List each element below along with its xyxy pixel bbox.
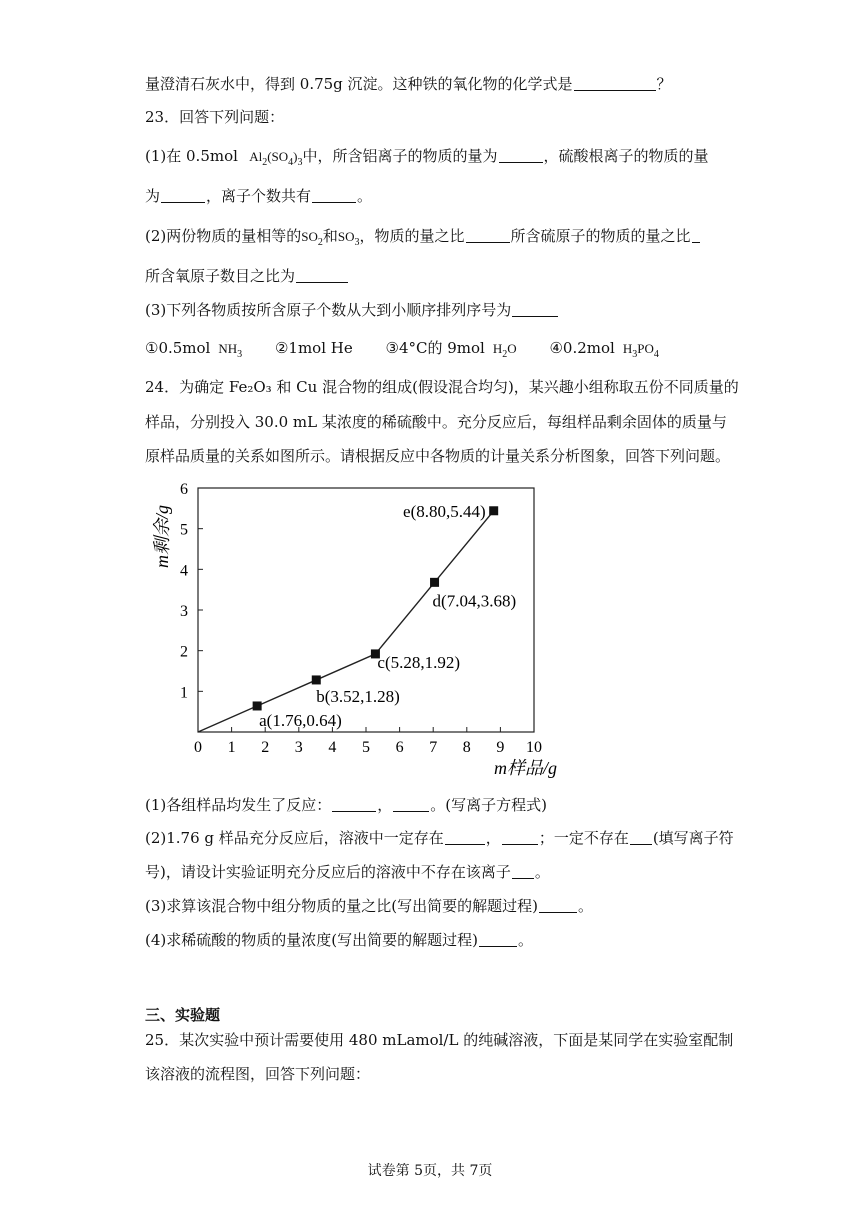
- answer-blank[interactable]: [499, 146, 543, 163]
- data-point: [253, 701, 262, 710]
- q22-end: ？: [656, 75, 672, 93]
- q24-sub3: (3)求算该混合物中组分物质的量之比(写出简要的解题过程) 。: [145, 897, 593, 915]
- answer-blank[interactable]: [445, 828, 485, 845]
- q24-line3: 原样品质量的关系如图所示。请根据反应中各物质的计量关系分析图象，回答下列问题。: [145, 447, 731, 465]
- y-tick-label: 5: [180, 521, 188, 539]
- answer-blank[interactable]: [630, 828, 652, 845]
- q25-line1: 25．某次实验中预计需要使用 480 mLamol/L 的纯碱溶液，下面是某同学在实验室配制: [145, 1031, 734, 1049]
- q23-p1b: 中，所含铝离子的物质的量为: [302, 147, 498, 165]
- y-axis-label: m剩余/g: [152, 505, 172, 568]
- x-tick-label: 9: [496, 739, 505, 756]
- q23-p2e: 所含氧原子数目之比为: [145, 267, 296, 285]
- answer-blank[interactable]: [296, 266, 348, 283]
- q23-p1f: 。: [357, 187, 373, 205]
- data-point: [489, 506, 498, 515]
- answer-blank[interactable]: [393, 795, 429, 812]
- page-footer: 试卷第 5页，共 7页: [367, 1163, 493, 1179]
- x-tick-label: 6: [395, 739, 404, 756]
- q24-line1: 24．为确定 Fe₂O₃ 和 Cu 混合物的组成(假设混合均匀)，某兴趣小组称取五份不同质量的: [145, 378, 739, 396]
- q23-part1-line1: [145, 146, 709, 173]
- y-tick-label: 3: [180, 603, 188, 620]
- q24-sub4: (4)求稀硫酸的物质的量浓度(写出简要的解题过程) 。: [145, 931, 533, 949]
- q24-sub2-line2: 号)，请设计实验证明充分反应后的溶液中不存在该离子 。: [145, 863, 550, 881]
- answer-blank[interactable]: [512, 300, 558, 317]
- q23-p2d: 所含硫原子的物质的量之比: [510, 227, 691, 245]
- y-tick-label: 6: [180, 481, 188, 498]
- q23-part2-line2: [145, 266, 349, 286]
- data-point: [312, 675, 321, 684]
- point-label: c(5.28,1.92): [377, 652, 461, 672]
- q23-part2-line1: [145, 226, 701, 253]
- point-label: a(1.76,0.64): [259, 710, 342, 730]
- answer-blank[interactable]: [312, 186, 356, 203]
- point-label: e(8.80,5.44): [403, 501, 486, 521]
- answer-blank[interactable]: [332, 795, 376, 812]
- answer-blank[interactable]: [539, 896, 577, 913]
- q23-p1a: (1)在 0.5mol: [145, 147, 238, 165]
- q23-heading: 23．回答下列问题：: [145, 108, 285, 126]
- q24-sub2-line1: (2)1.76 g 样品充分反应后，溶液中一定存在 ， ；一定不存在 (填写离子符: [145, 829, 734, 847]
- q23-part1-line2: [145, 186, 372, 206]
- x-tick-label: 4: [328, 739, 337, 756]
- answer-blank[interactable]: [479, 930, 517, 947]
- q24-line2: 样品，分别投入 30.0 mL 某浓度的稀硫酸中。充分反应后，每组样品剩余固体的质量与: [145, 413, 727, 431]
- x-tick-label: 1: [227, 739, 236, 756]
- q23-options: [145, 338, 687, 365]
- q25-line2: 该溶液的流程图，回答下列问题：: [145, 1065, 371, 1083]
- q22-text: 量澄清石灰水中，得到 0.75g 沉淀。这种铁的氧化物的化学式是: [145, 75, 573, 93]
- formula-al2so43: $Al_2(SO_4)_3$: [242, 149, 303, 168]
- x-tick-label: 0: [194, 739, 202, 756]
- answer-blank[interactable]: [502, 828, 538, 845]
- q23-p2a: (2)两份物质的量相等的: [145, 227, 302, 245]
- q23-p2b: 和: [322, 227, 338, 245]
- q22-tail: [145, 74, 672, 94]
- x-axis-label: m样品/g: [494, 758, 557, 778]
- answer-blank[interactable]: [512, 862, 534, 879]
- y-tick-label: 4: [180, 562, 188, 580]
- x-tick-label: 8: [462, 739, 471, 756]
- formula-so3: $SO_3$: [337, 229, 360, 248]
- x-tick-label: 10: [526, 739, 542, 756]
- answer-blank[interactable]: [161, 186, 205, 203]
- q23-p2c: ，物质的量之比: [359, 227, 465, 245]
- option-2: ②1mol He: [274, 339, 353, 357]
- q23-p1d: 为: [145, 187, 161, 205]
- y-tick-label: 1: [180, 684, 188, 702]
- answer-blank[interactable]: [466, 226, 510, 243]
- q24-sub1: (1)各组样品均发生了反应： ， 。(写离子方程式): [145, 796, 547, 814]
- x-tick-label: 3: [294, 739, 303, 756]
- q23-p1c: ，硫酸根离子的物质的量: [543, 147, 709, 165]
- section-heading: 三、实验题: [145, 1006, 221, 1024]
- option-4: ④0.2mol $H_3PO_4$: [549, 339, 659, 360]
- x-tick-label: 7: [429, 739, 438, 756]
- formula-so2: $SO_2$: [301, 229, 323, 248]
- point-label: b(3.52,1.28): [316, 686, 400, 706]
- q23-p1e: ，离子个数共有: [206, 187, 312, 205]
- answer-blank[interactable]: [692, 226, 700, 243]
- q23-part3: [145, 300, 559, 320]
- point-label: d(7.04,3.68): [432, 591, 517, 611]
- answer-blank[interactable]: [574, 74, 656, 91]
- option-1: ①0.5mol $NH_3$: [145, 339, 243, 360]
- data-point: [430, 578, 439, 587]
- x-tick-label: 2: [261, 739, 270, 756]
- q23-p3: (3)下列各物质按所含原子个数从大到小顺序排列序号为: [145, 301, 512, 319]
- option-3: ③4°C的 9mol $H_2O$: [385, 339, 517, 360]
- y-tick-label: 2: [180, 643, 188, 661]
- x-tick-label: 5: [362, 739, 370, 756]
- mass-chart: [138, 470, 558, 780]
